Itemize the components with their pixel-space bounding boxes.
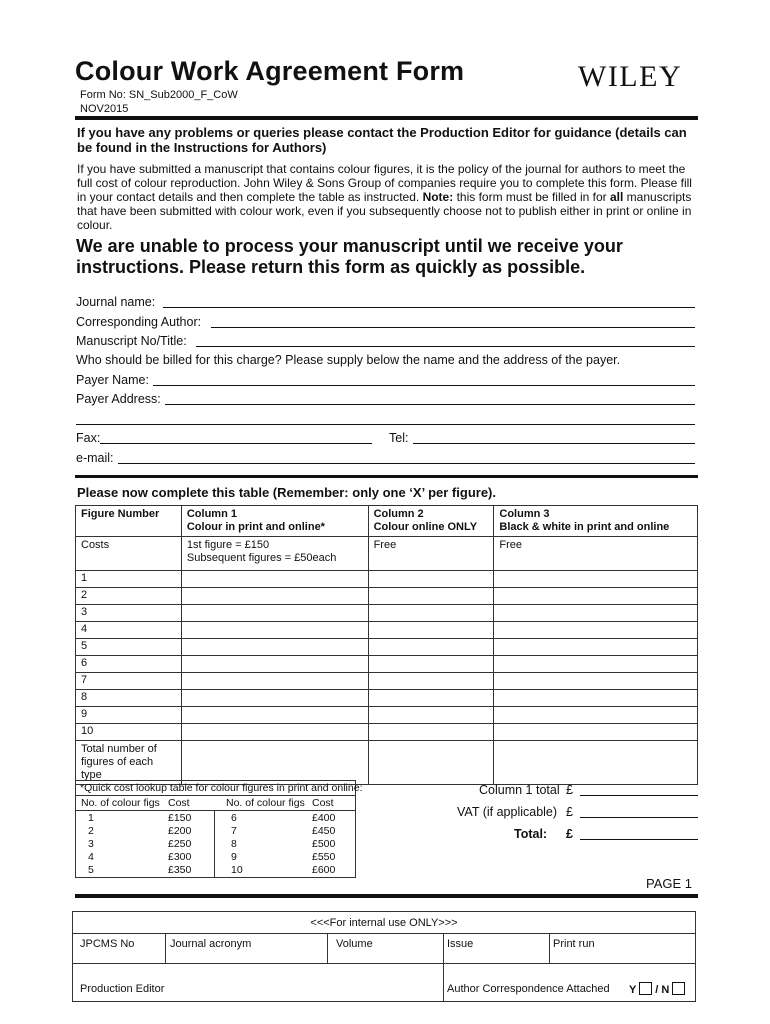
row-number: 7: [76, 673, 182, 690]
slash-separator: /: [655, 984, 659, 996]
form-number-block: [80, 88, 238, 116]
column3-title: Column 3: [499, 508, 550, 520]
note-text-a: this form must be filled in for: [456, 190, 607, 204]
quick-cost: £550: [312, 851, 336, 863]
quick-n: 7: [231, 825, 237, 837]
vat-label: VAT (if applicable): [457, 805, 558, 819]
quick-n: 3: [88, 838, 94, 850]
column1-total-field[interactable]: [580, 795, 698, 796]
quick-cost-lookup: [75, 780, 363, 878]
no-label: N: [661, 984, 670, 996]
internal-vdivider: [549, 933, 550, 963]
column1-total-currency: £: [566, 783, 573, 797]
warning-banner: We are unable to process your manuscript until we receive your instructions. Please return this form as quickly as possible.: [76, 236, 623, 277]
tel-label: Tel:: [389, 431, 409, 445]
quick-cost: £400: [312, 812, 336, 824]
col3-cell[interactable]: [494, 707, 698, 724]
table-row: [76, 690, 698, 707]
author-correspondence-label: Author Correspondence Attached: [447, 983, 610, 995]
payer-address-label: Payer Address:: [76, 392, 161, 406]
table-row: [76, 724, 698, 741]
col1-cell[interactable]: [181, 673, 368, 690]
no-checkbox[interactable]: [672, 982, 685, 995]
quick-n: 9: [231, 851, 237, 863]
col1-cell[interactable]: [181, 656, 368, 673]
col1-cell[interactable]: [181, 724, 368, 741]
quick-n: 6: [231, 812, 237, 824]
corresponding-author-label: Corresponding Author:: [76, 315, 202, 329]
column2-desc: Colour online ONLY: [373, 521, 478, 533]
column1-cost-subsequent: Subsequent figures = £50each: [186, 552, 337, 564]
manuscript-no-field[interactable]: [196, 346, 695, 347]
jpcms-label: JPCMS No: [80, 938, 135, 950]
column3-header: [494, 506, 698, 537]
intro-text: If you have submitted a manuscript that contains colour figures, it is the policy of the journal for authors to meet the full cost of colour reproduction. John Wiley & Sons Group of companies require you to complete this form. Please fill in your contact details and then complete the table as instructed.: [77, 162, 692, 204]
column2-title: Column 2: [373, 508, 424, 520]
yes-no-choice: [629, 982, 685, 996]
quick-h-cost-left: Cost: [168, 797, 190, 809]
col3-cell[interactable]: [494, 639, 698, 656]
email-label: e-mail:: [76, 451, 114, 465]
internal-divider: [73, 933, 695, 934]
col3-cell[interactable]: [494, 724, 698, 741]
figure-number-header: Figure Number: [76, 506, 182, 537]
table-row: [76, 639, 698, 656]
table-row: [76, 605, 698, 622]
column1-title: Column 1: [186, 508, 237, 520]
col2-cell[interactable]: [368, 605, 494, 622]
quick-h-figs-left: No. of colour figs: [81, 797, 160, 809]
internal-vdivider: [443, 933, 444, 963]
page-number: PAGE 1: [646, 876, 693, 891]
section-divider: [75, 475, 698, 478]
vat-field[interactable]: [580, 817, 698, 818]
payer-name-label: Payer Name:: [76, 373, 149, 387]
row-number: 4: [76, 622, 182, 639]
col3-cell[interactable]: [494, 656, 698, 673]
quick-n: 5: [88, 864, 94, 876]
internal-use-caption: <<<For internal use ONLY>>>: [310, 917, 458, 929]
quick-cost: £600: [312, 864, 336, 876]
quick-cost: £150: [168, 812, 192, 824]
col1-total-cell[interactable]: [181, 741, 368, 785]
col3-cell[interactable]: [494, 673, 698, 690]
row-number: 2: [76, 588, 182, 605]
form-date: NOV2015: [80, 103, 129, 115]
billing-question: Who should be billed for this charge? Please supply below the name and the address of the payer.: [76, 353, 621, 367]
journal-name-field[interactable]: [163, 307, 695, 308]
table-row: [76, 571, 698, 588]
production-editor-label: Production Editor: [80, 983, 165, 995]
quick-cost: £500: [312, 838, 336, 850]
row-number: 10: [76, 724, 182, 741]
header-divider: [75, 116, 698, 120]
table-row: [76, 588, 698, 605]
corresponding-author-field[interactable]: [211, 327, 695, 328]
column2-header: [368, 506, 494, 537]
quick-lookup-vdivider: [214, 811, 215, 877]
internal-vdivider: [165, 933, 166, 963]
col3-total-cell[interactable]: [494, 741, 698, 785]
table-row: [76, 656, 698, 673]
quick-cost: £300: [168, 851, 192, 863]
internal-vdivider: [327, 933, 328, 963]
payer-address-field[interactable]: [165, 404, 695, 405]
col2-cell[interactable]: [368, 639, 494, 656]
payer-address-field-line2[interactable]: [76, 424, 695, 425]
journal-acronym-label: Journal acronym: [170, 938, 252, 950]
fax-field[interactable]: [100, 443, 372, 444]
total-label-line1: Total number of: [81, 743, 157, 755]
quick-n: 4: [88, 851, 94, 863]
column1-cost: [181, 537, 368, 571]
note-text-b: manuscripts that have been submitted with colour work, even if you subsequently choose not to publish either in print or online in colour.: [77, 190, 692, 232]
costs-label: Costs: [76, 537, 182, 571]
intro-paragraph: [77, 162, 697, 232]
internal-divider: [73, 963, 695, 964]
total-field[interactable]: [580, 839, 698, 840]
volume-label: Volume: [336, 938, 373, 950]
col1-cell[interactable]: [181, 707, 368, 724]
internal-use-box: [72, 911, 696, 1002]
manuscript-no-label: Manuscript No/Title:: [76, 334, 187, 348]
quick-n: 10: [231, 864, 243, 876]
row-number: 3: [76, 605, 182, 622]
quick-n: 8: [231, 838, 237, 850]
figure-table: [75, 505, 698, 785]
col2-cell[interactable]: [368, 724, 494, 741]
table-row: [76, 622, 698, 639]
col2-cell[interactable]: [368, 673, 494, 690]
col2-total-cell[interactable]: [368, 741, 494, 785]
row-number: 5: [76, 639, 182, 656]
quick-h-figs-right: No. of colour figs: [226, 797, 305, 809]
row-number: 9: [76, 707, 182, 724]
quick-n: 2: [88, 825, 94, 837]
internal-vdivider: [443, 963, 444, 1001]
col1-cell[interactable]: [181, 639, 368, 656]
issue-label: Issue: [447, 938, 474, 950]
quick-lookup-divider: [76, 795, 355, 796]
col1-cell[interactable]: [181, 605, 368, 622]
quick-cost: £350: [168, 864, 192, 876]
contact-notice: If you have any problems or queries please contact the Production Editor for guidance (details can be found in the Instructions for Authors): [77, 125, 687, 155]
table-row: [76, 707, 698, 724]
col1-cell[interactable]: [181, 571, 368, 588]
footer-divider: [75, 894, 698, 898]
quick-lookup-divider: [76, 810, 355, 811]
total-label-grand: Total:: [514, 827, 548, 841]
email-field[interactable]: [118, 463, 695, 464]
quick-cost: £250: [168, 838, 192, 850]
total-currency: £: [566, 827, 573, 841]
wiley-logo: WILEY: [578, 60, 683, 93]
quick-lookup-title: *Quick cost lookup table for colour figures in print and online:: [80, 782, 363, 794]
column3-cost: Free: [494, 537, 698, 571]
row-number: 6: [76, 656, 182, 673]
quick-cost: £450: [312, 825, 336, 837]
vat-currency: £: [566, 805, 573, 819]
col2-cell[interactable]: [368, 690, 494, 707]
quick-n: 1: [88, 812, 94, 824]
costs-row: [76, 537, 698, 571]
col2-cell[interactable]: [368, 588, 494, 605]
note-bold: all: [609, 190, 624, 204]
yes-checkbox[interactable]: [639, 982, 652, 995]
quick-cost: £200: [168, 825, 192, 837]
form-number: Form No: SN_Sub2000_F_CoW: [80, 89, 238, 101]
col3-cell[interactable]: [494, 622, 698, 639]
col1-cell[interactable]: [181, 588, 368, 605]
col3-cell[interactable]: [494, 605, 698, 622]
quick-h-cost-right: Cost: [312, 797, 334, 809]
col2-cell[interactable]: [368, 707, 494, 724]
print-run-label: Print run: [553, 938, 595, 950]
column2-cost: Free: [368, 537, 494, 571]
yes-label: Y: [629, 984, 637, 996]
page-title: Colour Work Agreement Form: [75, 56, 465, 86]
table-row: [76, 673, 698, 690]
col2-cell[interactable]: [368, 656, 494, 673]
journal-name-label: Journal name:: [76, 295, 156, 309]
column3-desc: Black & white in print and online: [499, 521, 670, 533]
column1-total-label: Column 1 total: [479, 783, 560, 797]
total-label: [76, 741, 182, 785]
note-label: Note:: [422, 190, 454, 204]
table-title: Please now complete this table (Remember: only one ‘X’ per figure).: [77, 485, 496, 500]
col3-cell[interactable]: [494, 588, 698, 605]
col1-cell[interactable]: [181, 622, 368, 639]
row-number: 1: [76, 571, 182, 588]
fax-label: Fax:: [76, 431, 101, 445]
col2-cell[interactable]: [368, 622, 494, 639]
table-header-row: [76, 506, 698, 537]
total-label-line2: figures of each type: [81, 756, 154, 781]
col2-cell[interactable]: [368, 571, 494, 588]
col1-cell[interactable]: [181, 690, 368, 707]
row-number: 8: [76, 690, 182, 707]
total-row: [76, 741, 698, 785]
column1-header: [181, 506, 368, 537]
column1-cost-first: 1st figure = £150: [186, 539, 270, 551]
payer-name-field[interactable]: [153, 385, 695, 386]
column1-desc: Colour in print and online*: [186, 521, 325, 533]
col3-cell[interactable]: [494, 690, 698, 707]
tel-field[interactable]: [413, 443, 695, 444]
col3-cell[interactable]: [494, 571, 698, 588]
